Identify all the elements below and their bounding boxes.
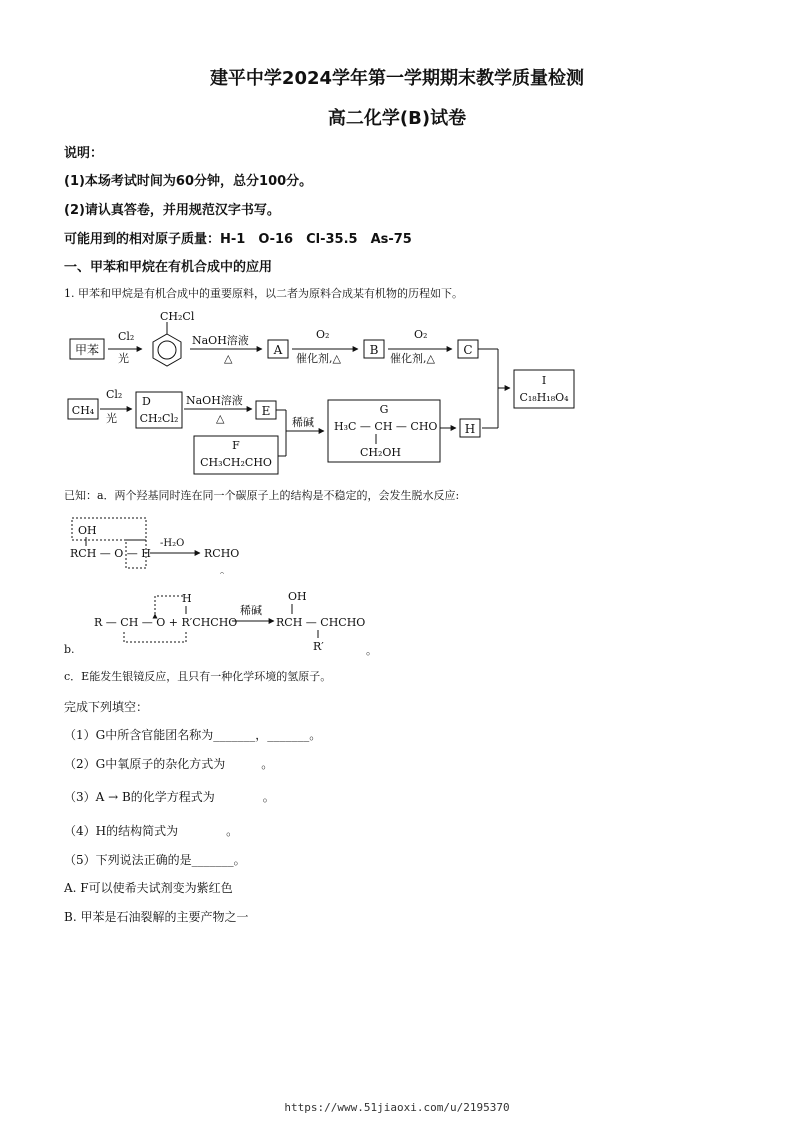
compound-F-formula: CH₃CH₂CHO [200, 456, 272, 469]
reaction-a-condition: -H₂O [160, 538, 185, 549]
instructions-heading: 说明： [64, 146, 104, 161]
atomic-masses: 可能用到的相对原子质量：H-1 O-16 Cl-35.5 As-75 [64, 232, 412, 247]
reaction-b-dashed-arrow-top [155, 596, 184, 614]
compound-I-formula: C₁₈H₁₈O₄ [519, 391, 569, 404]
heat-condition-2: △ [216, 412, 225, 425]
reaction-a-period: 。 [220, 564, 231, 574]
compound-H-label: H [464, 422, 476, 436]
compound-A-label: A [273, 343, 283, 357]
light-condition: 光 [118, 352, 129, 365]
o2-reagent-2: O₂ [414, 328, 428, 341]
reaction-a-oh: OH [78, 524, 97, 537]
reaction-b-r: R′ [313, 640, 324, 653]
heat-condition-1: △ [224, 352, 233, 365]
compound-D-label: D [142, 395, 151, 408]
footer-url[interactable]: https://www.51jiaoxi.com/u/2195370 [284, 1101, 510, 1114]
exam-subtitle: 高二化学(B)试卷 [327, 108, 467, 129]
dilute-base-condition: 稀碱 [292, 416, 314, 429]
known-b-label: b. [64, 643, 75, 656]
naoh-reagent-2: NaOH溶液 [186, 394, 243, 407]
reaction-b-period: 。 [366, 644, 377, 657]
option-b: B. 甲苯是石油裂解的主要产物之一 [64, 910, 249, 924]
known-c: c．E能发生银镜反应，且只有一种化学环境的氢原子。 [64, 670, 332, 683]
compound-C-label: C [463, 343, 473, 357]
question-1-intro: 1. 甲苯和甲烷是有机合成中的重要原料，以二者为原料合成某有机物的历程如下。 [64, 287, 463, 300]
known-intro: 已知：a．两个羟基同时连在同一个碳原子上的结构是不稳定的，会发生脱水反应: [64, 489, 460, 502]
option-a: A. F可以使希夫试剂变为紫红色 [64, 881, 233, 895]
benzyl-substituent: CH₂Cl [160, 310, 195, 323]
benzyl-chloride-structure [153, 310, 195, 366]
compound-B-label: B [369, 343, 379, 357]
cl2-reagent: Cl₂ [118, 330, 135, 343]
o2-reagent-1: O₂ [316, 328, 330, 341]
reaction-b-reactant: R — CH — O + R′CHCHO [94, 616, 238, 629]
questions-intro: 完成下列填空： [64, 700, 149, 714]
reaction-b-h: H [182, 592, 192, 605]
compound-G-branch: CH₂OH [360, 446, 402, 459]
question-2: （2）G中氧原子的杂化方式为 。 [64, 757, 274, 771]
question-1: （1）G中所含官能团名称为_______，_______。 [64, 728, 322, 742]
catalyst-condition-1: 催化剂,△ [296, 352, 341, 365]
reaction-b-product: RCH — CHCHO [276, 616, 366, 629]
reaction-b-dashed-arrow-bottom [124, 632, 186, 642]
reaction-a-product: RCHO [204, 547, 240, 560]
compound-G-label: G [379, 403, 389, 416]
reaction-b-scheme [64, 586, 384, 662]
exam-title: 建平中学2024学年第一学期期末教学质量检测 [209, 68, 585, 89]
reaction-b-oh: OH [288, 590, 307, 603]
instruction-line-1: (1)本场考试时间为60分钟，总分100分。 [64, 174, 313, 189]
reaction-a-scheme [64, 510, 264, 574]
reaction-a-reactant: RCH — O — H [70, 547, 151, 560]
question-5: （5）下列说法正确的是_______。 [64, 853, 246, 867]
compound-D-formula: CH₂Cl₂ [139, 412, 179, 425]
catalyst-condition-2: 催化剂,△ [390, 352, 435, 365]
methane-label: CH₄ [71, 404, 95, 417]
question-3: （3）A → B的化学方程式为 。 [64, 790, 275, 804]
toluene-label: 甲苯 [74, 343, 100, 357]
naoh-reagent-1: NaOH溶液 [192, 334, 249, 347]
compound-E-label: E [261, 404, 271, 418]
instruction-line-2: (2)请认真答卷，并用规范汉字书写。 [64, 203, 280, 218]
synthesis-scheme [60, 300, 590, 480]
cl2-reagent-2: Cl₂ [106, 388, 123, 401]
compound-G-main-chain: H₃C — CH — CHO [334, 420, 438, 433]
question-4: （4）H的结构简式为 。 [64, 824, 239, 838]
compound-F-label: F [232, 439, 240, 452]
section-1-heading: 一、甲苯和甲烷在有机合成中的应用 [64, 260, 273, 275]
light-condition-2: 光 [106, 412, 117, 425]
compound-I-label: I [541, 374, 547, 387]
reaction-b-condition: 稀碱 [240, 604, 262, 617]
